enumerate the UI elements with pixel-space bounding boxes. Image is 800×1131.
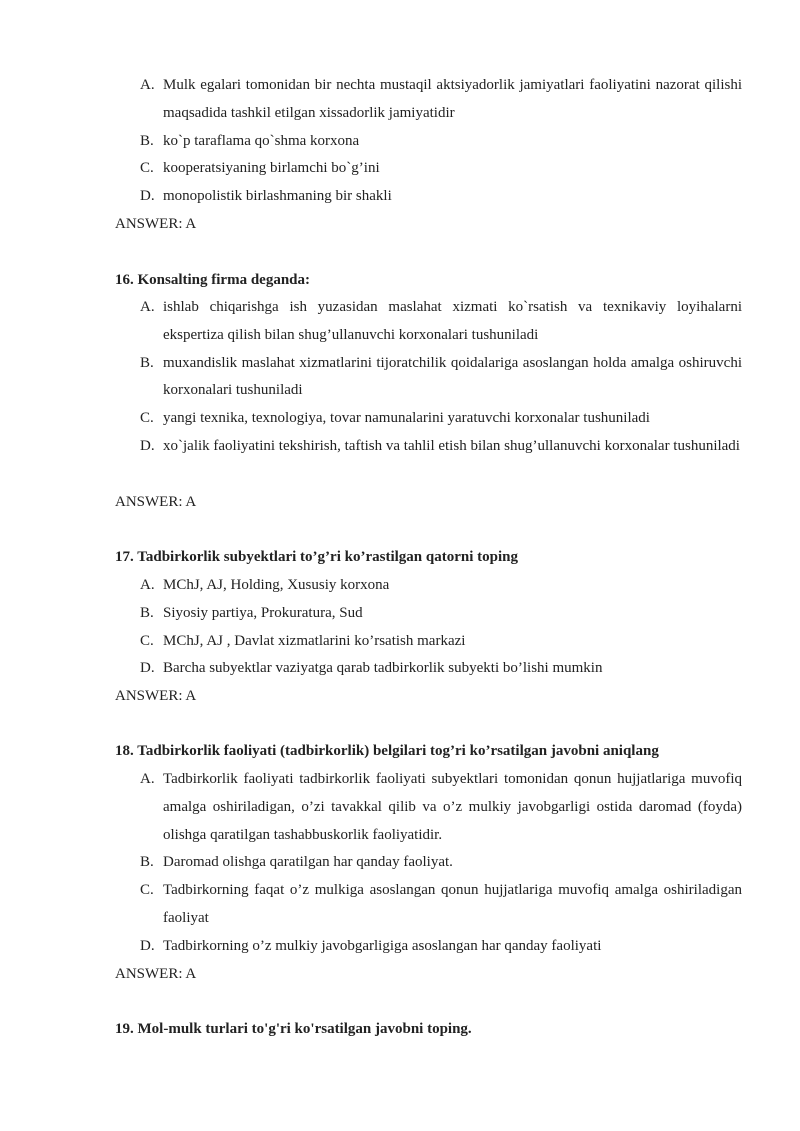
q18-option-c xyxy=(140,877,742,933)
q16-answer: ANSWER: A xyxy=(115,494,197,510)
option-text: MChJ, AJ , Davlat xizmatlarini ko’rsatish markazi xyxy=(163,632,466,649)
option-letter: C. xyxy=(140,882,154,899)
option-text: Tadbirkorlik faoliyati tadbirkorlik faoliyati subyektlari tomonidan qonun hujjatlariga muvofiq amalga oshiriladigan, o’zi tavakkal qilib va o’z mulkiy javobgarligi ostida daromad (foyda) olishga qaratilgan tashabbuskorlik faoliyatidir. xyxy=(163,771,742,843)
q15-answer: ANSWER: A xyxy=(115,216,197,232)
q17-option-c xyxy=(140,628,742,656)
option-letter: C. xyxy=(140,632,154,649)
option-text: Tadbirkorning faqat o’z mulkiga asoslangan qonun hujjatlariga muvofiq amalga oshiriladigan faoliyat xyxy=(163,882,742,926)
q15-option-c xyxy=(140,155,742,183)
option-letter: A. xyxy=(140,577,155,593)
option-text: MChJ, AJ, Holding, Xususiy korxona xyxy=(163,577,390,593)
q16-options xyxy=(140,294,742,461)
option-letter: B. xyxy=(140,604,154,621)
q18-answer: ANSWER: A xyxy=(115,966,197,982)
q17-option-b xyxy=(140,600,742,628)
option-letter: B. xyxy=(140,132,154,149)
option-letter: C. xyxy=(140,160,154,177)
option-text: Barcha subyektlar vaziyatga qarab tadbirkorlik subyekti bo’lishi mumkin xyxy=(163,660,603,677)
option-letter: A. xyxy=(140,299,155,315)
q16-option-d xyxy=(140,433,742,461)
option-letter: A. xyxy=(140,771,155,787)
option-text: ishlab chiqarishga ish yuzasidan maslahat xizmati ko`rsatish va texnikaviy loyihalarni ekspertiza qilish bilan shug’ullanuvchi korxonalari tushuniladi xyxy=(163,299,742,343)
q16-option-c xyxy=(140,405,742,433)
q16-option-b xyxy=(140,350,742,406)
option-text: Tadbirkorning o’z mulkiy javobgarligiga asoslangan har qanday faoliyati xyxy=(163,937,602,954)
q15-option-b xyxy=(140,128,742,156)
option-letter: A. xyxy=(140,77,155,93)
option-text: ko`p taraflama qo`shma korxona xyxy=(163,132,360,149)
q18-option-d xyxy=(140,933,742,961)
option-letter: D. xyxy=(140,937,155,954)
option-text: muxandislik maslahat xizmatlarini tijoratchilik qoidalariga asoslangan holda amalga oshiruvchi korxonalari tushuniladi xyxy=(163,354,742,399)
option-letter: D. xyxy=(140,660,155,677)
option-text: yangi texnika, texnologiya, tovar namunalarini yaratuvchi korxonalar tushuniladi xyxy=(163,410,650,427)
q18-options xyxy=(140,766,742,961)
q15-options xyxy=(140,72,742,211)
q15-option-d xyxy=(140,183,742,211)
option-text: Siyosiy partiya, Prokuratura, Sud xyxy=(163,604,363,621)
option-letter: D. xyxy=(140,188,155,205)
q18-title: 18. Tadbirkorlik faoliyati (tadbirkorlik) belgilari tog’ri ko’rsatilgan javobni aniqlang xyxy=(115,743,659,759)
q19-title: 19. Mol-mulk turlari to'g'ri ko'rsatilgan javobni toping. xyxy=(115,1021,472,1037)
q16-title: 16. Konsalting firma deganda: xyxy=(115,272,311,288)
q17-title: 17. Tadbirkorlik subyektlari to’g’ri ko’rastilgan qatorni toping xyxy=(115,549,518,565)
q16-option-a xyxy=(140,294,742,350)
q17-answer: ANSWER: A xyxy=(115,688,197,704)
option-text: xo`jalik faoliyatini tekshirish, taftish va tahlil etish bilan shug’ullanuvchi korxonalar tushuniladi xyxy=(163,437,740,454)
q17-option-d xyxy=(140,655,742,683)
option-letter: B. xyxy=(140,854,154,871)
option-text: Mulk egalari tomonidan bir nechta mustaqil aktsiyadorlik jamiyatlari faoliyatini nazorat qilishi maqsadida tashkil etilgan xissadorlik jamiyatidir xyxy=(163,77,742,121)
option-text: kooperatsiyaning birlamchi bo`g’ini xyxy=(163,160,380,177)
option-letter: B. xyxy=(140,354,154,371)
option-letter: D. xyxy=(140,437,155,454)
q18-option-a xyxy=(140,766,742,849)
q17-options xyxy=(140,572,742,683)
q18-option-b xyxy=(140,849,742,877)
option-text: monopolistik birlashmaning bir shakli xyxy=(163,188,392,205)
option-text: Daromad olishga qaratilgan har qanday faoliyat. xyxy=(163,854,453,871)
q15-option-a xyxy=(140,72,742,128)
option-letter: C. xyxy=(140,410,154,427)
q17-option-a xyxy=(140,572,742,600)
